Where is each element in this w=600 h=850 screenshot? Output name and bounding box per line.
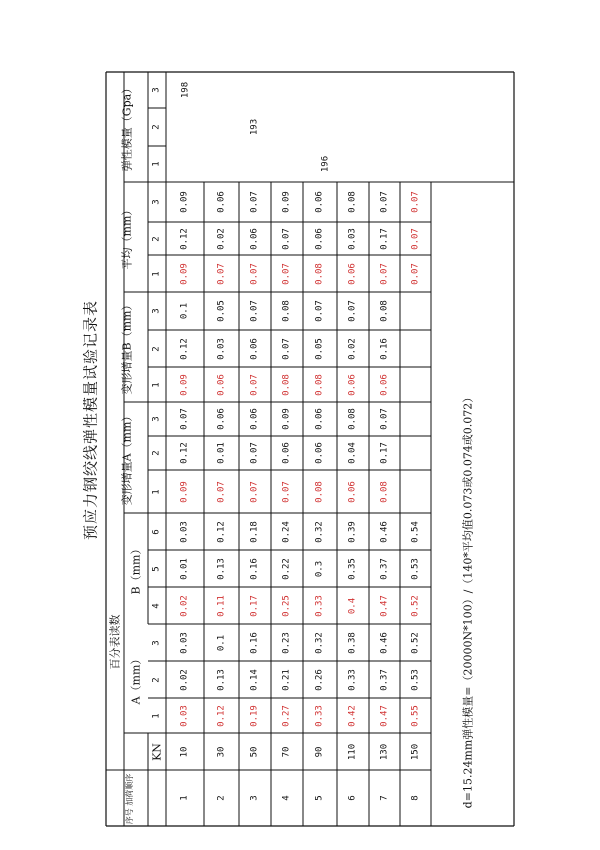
subheader-m3: 3 [151,87,162,93]
header-seq-load: 序号 加荷顺序 [125,773,134,825]
cell-av3: 0.09 [179,191,190,213]
cell-b6: 0.12 [216,520,226,543]
cell-a1: 0.12 [216,704,226,727]
subheader-a1: 1 [151,712,162,719]
cell-av1: 0.07 [249,262,260,285]
subheader-a3: 3 [151,639,162,646]
cell-av3: 0.06 [314,191,325,213]
header-modulus: 弹性模量（Gpa） [120,82,134,172]
cell-da3: 0.06 [249,408,260,430]
cell-da3: 0.08 [347,408,358,430]
cell-b5: 0.13 [216,557,226,580]
subheader-db1: 1 [151,381,162,388]
subheader-b6: 6 [151,528,162,535]
cell-b5: 0.35 [347,557,358,580]
cell-db1: 0.06 [379,373,389,396]
row-load: 110 [347,743,358,760]
cell-a1: 0.19 [249,704,260,727]
cell-b6: 0.54 [410,520,420,543]
cell-b4: 0.33 [314,594,325,617]
cell-b5: 0.53 [410,557,420,580]
cell-da1: 0.07 [216,480,226,503]
row-seq: 1 [179,795,190,801]
cell-db3: 0.07 [314,300,325,322]
cell-da1: 0.07 [249,480,260,503]
row-load: 30 [216,746,226,757]
cell-b6: 0.46 [379,520,389,543]
row-load: 130 [379,743,389,760]
cell-b6: 0.03 [179,520,190,543]
cell-av1: 0.07 [281,262,292,285]
row-seq: 2 [216,795,226,801]
subheader-b5: 5 [151,565,162,572]
cell-db2: 0.12 [179,337,190,360]
cell-b4: 0.52 [410,594,420,617]
subheader-av1: 1 [151,270,162,277]
cell-a1: 0.33 [314,704,325,727]
cell-av2: 0.07 [281,227,292,250]
cell-av3: 0.07 [249,191,260,213]
cell-db1: 0.06 [216,373,226,396]
cell-da1: 0.08 [314,480,325,503]
cell-db1: 0.08 [314,373,325,396]
subheader-db3: 3 [151,308,162,314]
subheader-da2: 2 [151,450,162,456]
modulus-value-3: 198 [180,81,191,99]
cell-b4: 0.47 [379,594,389,617]
header-dial-readings: 百分表读数 [108,614,122,669]
row-seq: 3 [249,795,260,801]
cell-b6: 0.32 [314,520,325,543]
cell-db3: 0.07 [347,300,358,322]
cell-da3: 0.07 [379,408,389,430]
cell-da1: 0.07 [281,480,292,503]
cell-b4: 0.4 [347,597,358,614]
cell-a3: 0.23 [281,631,292,654]
cell-av1: 0.06 [347,262,358,285]
subheader-av2: 2 [151,235,162,242]
cell-b6: 0.18 [249,520,260,543]
row-load: 70 [281,746,292,757]
cell-av1: 0.07 [410,262,420,285]
cell-av1: 0.08 [314,262,325,285]
cell-da3: 0.09 [281,408,292,430]
cell-b4: 0.17 [249,594,260,617]
cell-da2: 0.06 [281,442,292,464]
cell-av1: 0.07 [379,262,389,285]
cell-a1: 0.27 [281,704,292,727]
cell-a2: 0.14 [249,668,260,691]
cell-da3: 0.06 [216,408,226,430]
cell-av2: 0.06 [249,227,260,250]
cell-a2: 0.53 [410,668,420,691]
cell-da3: 0.06 [314,408,325,430]
cell-av3: 0.09 [281,191,292,213]
cell-db3: 0.08 [379,300,389,322]
cell-da3: 0.07 [179,408,190,430]
header-group-b: B（mm） [129,543,143,594]
cell-a1: 0.03 [179,704,190,727]
cell-db2: 0.03 [216,337,226,360]
cell-a3: 0.1 [216,634,226,651]
cell-a3: 0.16 [249,631,260,654]
cell-da2: 0.12 [179,442,190,464]
page-title: 预应力钢绞线弹性模量试验记录表 [81,299,100,541]
cell-da1: 0.08 [379,480,389,503]
cell-b4: 0.25 [281,594,292,617]
modulus-value-1: 196 [320,155,331,173]
subheader-m2: 2 [151,124,162,130]
cell-a1: 0.55 [410,704,420,727]
cell-db1: 0.09 [179,373,190,396]
cell-a1: 0.42 [347,704,358,727]
cell-da2: 0.07 [249,442,260,464]
cell-b6: 0.39 [347,520,358,543]
row-load: 50 [249,746,260,757]
header-kn: KN [150,742,164,761]
cell-b6: 0.24 [281,520,292,543]
row-load: 10 [179,746,190,757]
formula-note: d=15.24mm弹性模量=（20000N*100）/（140*平均值0.073或0.074或0.072） [461,391,475,809]
cell-db2: 0.07 [281,337,292,360]
subheader-da3: 3 [151,416,162,422]
cell-av2: 0.17 [379,227,389,250]
cell-a3: 0.32 [314,631,325,654]
row-load: 90 [314,746,325,757]
header-delta-b: 变形增量B（mm） [120,299,134,395]
cell-db1: 0.06 [347,373,358,396]
cell-da2: 0.06 [314,442,325,464]
row-load: 150 [410,743,420,760]
cell-av1: 0.07 [216,262,226,285]
cell-b5: 0.16 [249,557,260,580]
subheader-m1: 1 [151,161,162,167]
cell-a3: 0.38 [347,631,358,654]
cell-a2: 0.33 [347,668,358,691]
cell-db2: 0.16 [379,337,389,360]
header-group-a: A（mm） [129,653,143,704]
cell-da1: 0.06 [347,480,358,503]
cell-da1: 0.09 [179,480,190,503]
cell-av2: 0.03 [347,227,358,250]
cell-av1: 0.09 [179,262,190,285]
cell-db2: 0.05 [314,337,325,360]
cell-av3: 0.08 [347,191,358,213]
cell-db3: 0.05 [216,300,226,322]
subheader-b4: 4 [151,602,162,609]
cell-b4: 0.11 [216,594,226,617]
row-seq: 6 [347,795,358,801]
cell-db1: 0.08 [281,373,292,396]
row-seq: 5 [314,795,325,801]
header-average: 平均（mm） [120,204,134,270]
cell-b5: 0.22 [281,557,292,580]
cell-a2: 0.37 [379,668,389,691]
cell-db3: 0.1 [179,302,190,320]
cell-a2: 0.02 [179,668,190,691]
cell-a3: 0.46 [379,631,389,654]
cell-av3: 0.07 [379,191,389,213]
cell-da2: 0.04 [347,442,358,464]
cell-db3: 0.08 [281,300,292,322]
cell-db3: 0.07 [249,300,260,322]
row-seq: 7 [379,795,389,801]
cell-a3: 0.03 [179,631,190,654]
cell-db2: 0.02 [347,337,358,360]
header-delta-a: 变形增量A（mm） [120,410,134,505]
row-seq: 8 [410,795,420,801]
subheader-a2: 2 [151,676,162,683]
modulus-value-2: 193 [249,118,260,136]
cell-a3: 0.52 [410,631,420,654]
cell-da2: 0.17 [379,442,389,464]
cell-av2: 0.12 [179,227,190,250]
cell-av2: 0.02 [216,227,226,250]
cell-b5: 0.01 [179,557,190,580]
cell-av3: 0.07 [410,191,420,213]
cell-a2: 0.13 [216,668,226,691]
subheader-db2: 2 [151,345,162,352]
cell-av2: 0.06 [314,227,325,250]
subheader-da1: 1 [151,488,162,495]
cell-b5: 0.3 [314,560,325,577]
cell-a2: 0.26 [314,668,325,691]
cell-db1: 0.07 [249,373,260,396]
cell-da2: 0.01 [216,442,226,464]
cell-av3: 0.06 [216,191,226,213]
cell-a2: 0.21 [281,668,292,691]
cell-a1: 0.47 [379,704,389,727]
cell-db2: 0.06 [249,337,260,360]
row-seq: 4 [281,795,292,801]
cell-b5: 0.37 [379,557,389,580]
cell-b4: 0.02 [179,594,190,617]
cell-av2: 0.07 [410,227,420,250]
subheader-av3: 3 [151,199,162,205]
